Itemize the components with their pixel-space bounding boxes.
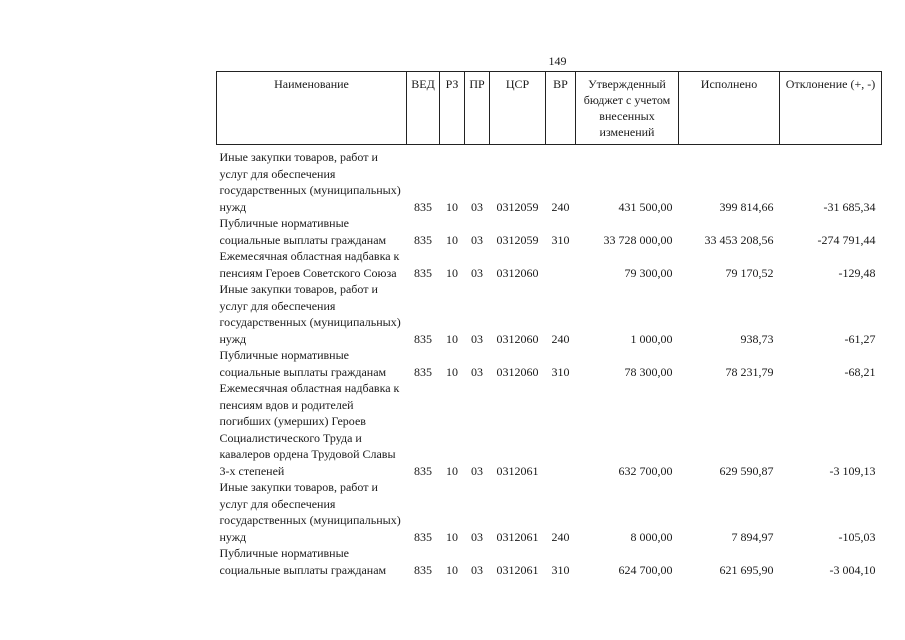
cell-deviation: -3 004,10 — [829, 562, 876, 577]
cell-ved: 835 — [414, 265, 432, 280]
cell-pr: 03 — [471, 529, 483, 544]
cell-executed: 33 453 208,56 — [704, 232, 774, 247]
cell-pr: 03 — [471, 364, 483, 379]
cell-executed: 399 814,66 — [719, 199, 774, 214]
table-row — [217, 248, 882, 281]
cell-csr: 0312061 — [496, 463, 539, 478]
cell-vr — [546, 248, 576, 281]
cell-rz: 10 — [446, 199, 458, 214]
cell-pr: 03 — [471, 331, 483, 346]
cell-approved: 1 000,00 — [630, 331, 673, 346]
cell-deviation: -3 109,13 — [829, 463, 876, 478]
cell-approved: 33 728 000,00 — [603, 232, 673, 247]
cell-ved: 835 — [414, 199, 432, 214]
table-row — [217, 545, 882, 578]
table-header — [217, 72, 882, 145]
cell-approved: 78 300,00 — [624, 364, 673, 379]
table-row — [217, 145, 882, 216]
header-vr: ВР — [546, 72, 576, 145]
cell-ved: 835 — [414, 232, 432, 247]
header-ved: ВЕД — [407, 72, 440, 145]
cell-csr: 0312060 — [496, 364, 539, 379]
cell-executed: 79 170,52 — [725, 265, 774, 280]
cell-name: Иные закупки товаров, работ и услуг для обеспечения государственных (муниципальных) нужд — [219, 150, 401, 214]
cell-vr: 310 — [551, 364, 570, 379]
cell-ved: 835 — [414, 562, 432, 577]
header-pr: ПР — [465, 72, 490, 145]
table-row — [217, 347, 882, 380]
cell-csr: 0312059 — [496, 232, 539, 247]
cell-deviation: -129,48 — [838, 265, 876, 280]
cell-deviation: -105,03 — [838, 529, 876, 544]
cell-approved: 431 500,00 — [618, 199, 673, 214]
cell-rz: 10 — [446, 331, 458, 346]
cell-approved: 8 000,00 — [630, 529, 673, 544]
cell-vr: 240 — [551, 331, 570, 346]
cell-csr: 0312060 — [496, 265, 539, 280]
header-rz: РЗ — [440, 72, 465, 145]
cell-name: Публичные нормативные социальные выплаты гражданам — [219, 348, 387, 379]
cell-csr: 0312061 — [496, 529, 539, 544]
cell-executed: 78 231,79 — [725, 364, 774, 379]
cell-rz: 10 — [446, 364, 458, 379]
cell-rz: 10 — [446, 562, 458, 577]
page-number: 149 — [548, 54, 567, 68]
cell-pr: 03 — [471, 199, 483, 214]
cell-csr: 0312059 — [496, 199, 539, 214]
cell-executed: 629 590,87 — [719, 463, 774, 478]
header-row — [217, 72, 882, 145]
cell-rz: 10 — [446, 463, 458, 478]
cell-vr — [546, 380, 576, 479]
cell-name: Публичные нормативные социальные выплаты гражданам — [219, 546, 387, 577]
cell-rz: 10 — [446, 265, 458, 280]
cell-executed: 7 894,97 — [731, 529, 774, 544]
cell-pr: 03 — [471, 463, 483, 478]
table-body — [217, 145, 882, 579]
header-executed: Исполнено — [679, 72, 780, 145]
cell-vr: 240 — [551, 529, 570, 544]
cell-name: Ежемесячная областная надбавка к пенсиям вдов и родителей погибших (умерших) Героев Социалистического Труда и кавалеров ордена Трудовой Славы 3-х степеней — [219, 381, 400, 478]
cell-name: Иные закупки товаров, работ и услуг для обеспечения государственных (муниципальных) нужд — [219, 480, 401, 544]
cell-vr: 310 — [551, 562, 570, 577]
table-row — [217, 479, 882, 545]
cell-name: Публичные нормативные социальные выплаты гражданам — [219, 216, 387, 247]
cell-rz: 10 — [446, 232, 458, 247]
table-row — [217, 215, 882, 248]
cell-deviation: -61,27 — [844, 331, 876, 346]
cell-ved: 835 — [414, 529, 432, 544]
cell-rz: 10 — [446, 529, 458, 544]
cell-deviation: -274 791,44 — [817, 232, 876, 247]
cell-executed: 621 695,90 — [719, 562, 774, 577]
cell-pr: 03 — [471, 232, 483, 247]
header-csr: ЦСР — [490, 72, 546, 145]
cell-pr: 03 — [471, 562, 483, 577]
table-row — [217, 380, 882, 479]
cell-approved: 624 700,00 — [618, 562, 673, 577]
cell-csr: 0312061 — [496, 562, 539, 577]
header-deviation: Отклонение (+, -) — [780, 72, 882, 145]
cell-ved: 835 — [414, 331, 432, 346]
cell-deviation: -31 685,34 — [823, 199, 876, 214]
cell-approved: 79 300,00 — [624, 265, 673, 280]
budget-execution-table — [216, 71, 882, 578]
cell-csr: 0312060 — [496, 331, 539, 346]
cell-vr: 310 — [551, 232, 570, 247]
cell-vr: 240 — [551, 199, 570, 214]
cell-deviation: -68,21 — [844, 364, 876, 379]
cell-ved: 835 — [414, 463, 432, 478]
cell-name: Ежемесячная областная надбавка к пенсиям Героев Советского Союза — [219, 249, 400, 280]
cell-name: Иные закупки товаров, работ и услуг для обеспечения государственных (муниципальных) нужд — [219, 282, 401, 346]
table-row — [217, 281, 882, 347]
cell-executed: 938,73 — [740, 331, 774, 346]
header-approved: Утвержденный бюджет с учетом внесенных изменений — [576, 72, 679, 145]
cell-approved: 632 700,00 — [618, 463, 673, 478]
header-name: Наименование — [217, 72, 407, 145]
cell-ved: 835 — [414, 364, 432, 379]
cell-pr: 03 — [471, 265, 483, 280]
